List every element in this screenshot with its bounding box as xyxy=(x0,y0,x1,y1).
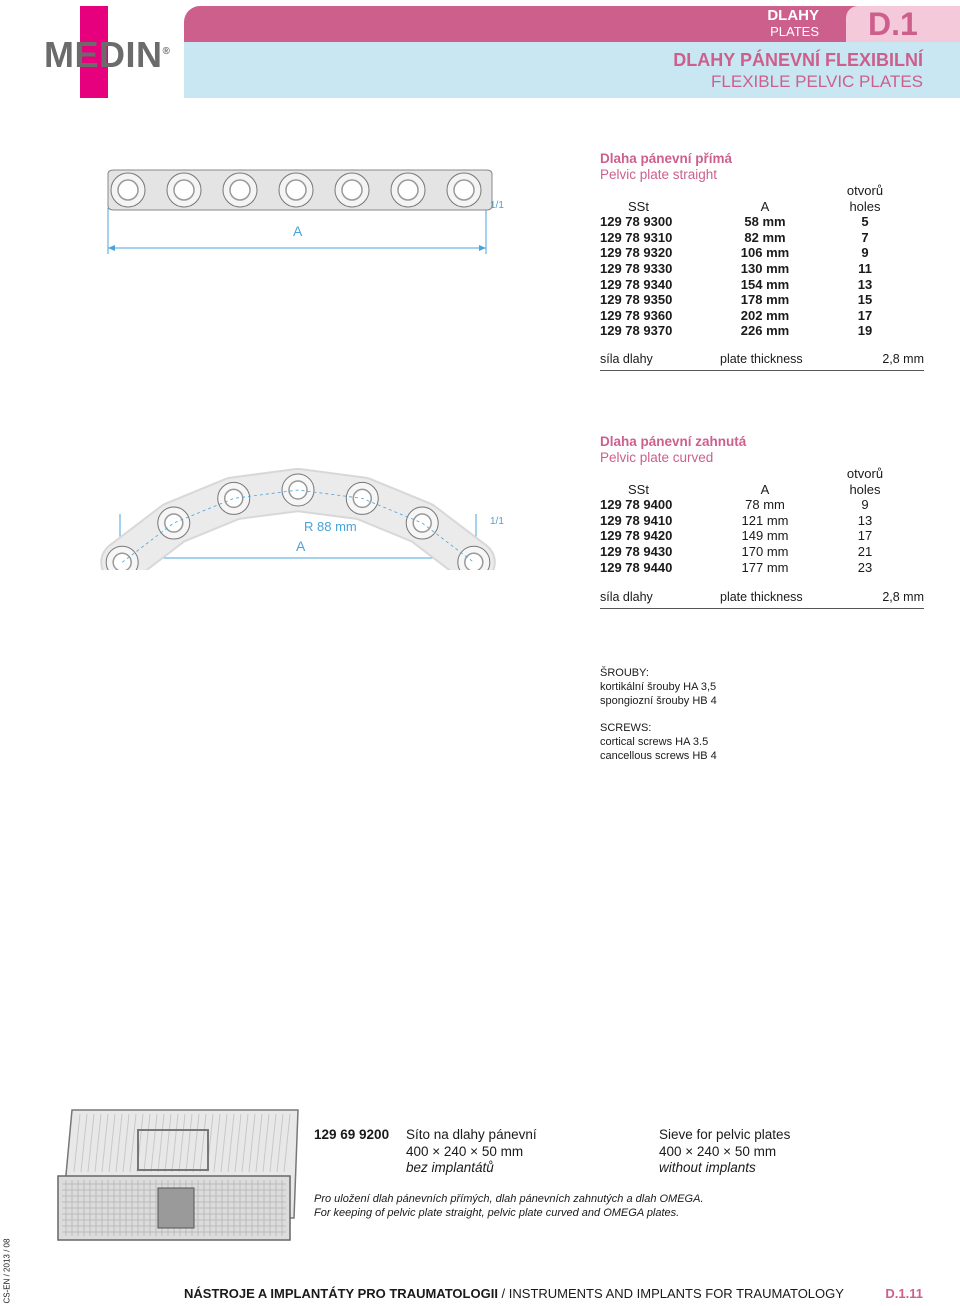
thickness-label-cz: síla dlahy xyxy=(600,352,653,366)
thickness-label-en: plate thickness xyxy=(720,352,803,366)
cell-holes: 9 xyxy=(861,497,869,513)
sieve-description xyxy=(314,1192,914,1220)
cell-catalog-no: 129 78 9300 xyxy=(600,214,673,230)
cell-catalog-no: 129 78 9400 xyxy=(600,497,673,513)
footer-title-cz: NÁSTROJE A IMPLANTÁTY PRO TRAUMATOLOGII xyxy=(184,1286,498,1301)
sieve-cz xyxy=(406,1127,537,1177)
straight-plate-drawing xyxy=(100,160,520,260)
cell-catalog-no: 129 78 9310 xyxy=(600,229,673,245)
page-title-en: FLEXIBLE PELVIC PLATES xyxy=(711,72,923,91)
tray-holder xyxy=(158,1188,194,1228)
table-row xyxy=(600,245,910,261)
sieve-en xyxy=(659,1127,790,1177)
straight-scale: 1/1 xyxy=(490,200,504,211)
side-code: CS-EN / 2013 / 08 xyxy=(2,1238,12,1304)
curved-title-cz: Dlaha pánevní zahnutá xyxy=(600,434,747,449)
cell-length: 202 mm xyxy=(740,307,790,323)
curved-title-en: Pelvic plate curved xyxy=(600,450,714,465)
thickness-value: 2,8 mm xyxy=(882,590,924,604)
cell-catalog-no: 129 78 9360 xyxy=(600,307,673,323)
straight-plate-svg xyxy=(100,160,520,260)
cell-holes: 11 xyxy=(858,260,872,276)
cell-length: 177 mm xyxy=(741,559,789,575)
straight-title-en: Pelvic plate straight xyxy=(600,167,718,182)
sieve-name-cz: Síto na dlahy pánevní xyxy=(406,1127,537,1142)
cell-length: 149 mm xyxy=(741,528,789,544)
cell-length: 226 mm xyxy=(740,323,790,339)
cell-length: 170 mm xyxy=(741,543,789,559)
plate-hole xyxy=(111,173,145,207)
cell-length: 106 mm xyxy=(740,245,790,261)
cell-catalog-no: 129 78 9320 xyxy=(600,245,673,261)
cell-catalog-no: 129 78 9370 xyxy=(600,323,673,339)
curved-radius-label: R 88 mm xyxy=(304,519,357,534)
page-code: D.1.11 xyxy=(885,1286,923,1301)
cell-catalog-no: 129 78 9330 xyxy=(600,260,673,276)
sieve-dims-cz: 400 × 240 × 50 mm xyxy=(406,1143,524,1159)
header-sst: SSt xyxy=(628,481,649,497)
footer-separator: / xyxy=(497,1286,509,1301)
curved-dim-label: A xyxy=(296,538,306,554)
cell-length: 154 mm xyxy=(740,276,790,292)
cell-holes: 5 xyxy=(861,214,869,230)
cell-holes: 15 xyxy=(857,292,873,308)
thickness-label-en: plate thickness xyxy=(720,590,803,604)
table-row xyxy=(600,277,910,293)
cell-holes: 13 xyxy=(857,512,873,528)
header-category-cz: DLAHY xyxy=(767,7,819,24)
cell-catalog-no: 129 78 9420 xyxy=(600,528,673,544)
medin-logo-text: MEDIN® xyxy=(44,34,171,75)
footer-title-en: INSTRUMENTS AND IMPLANTS FOR TRAUMATOLOGY xyxy=(508,1286,844,1301)
straight-thickness-row xyxy=(600,352,924,371)
cell-length: 178 mm xyxy=(740,292,790,308)
table-row xyxy=(600,513,910,529)
screws-line: cancellous screws HB 4 xyxy=(600,750,717,762)
table-row xyxy=(600,323,910,339)
cell-catalog-no: 129 78 9430 xyxy=(600,543,673,559)
plate-hole xyxy=(158,507,190,539)
screws-block xyxy=(600,666,900,763)
curved-plate-svg xyxy=(100,440,520,570)
screws-line: spongiozní šrouby HB 4 xyxy=(600,695,717,707)
plate-hole xyxy=(335,173,369,207)
sieve-desc-en: For keeping of pelvic plate straight, pelvic plate curved and OMEGA plates. xyxy=(314,1207,680,1219)
cell-catalog-no: 129 78 9350 xyxy=(600,292,673,308)
cell-holes: 23 xyxy=(857,559,873,575)
header-holes-en: holes xyxy=(849,481,881,497)
straight-table xyxy=(600,183,910,339)
table-row xyxy=(600,292,910,308)
screws-line: kortikální šrouby HA 3,5 xyxy=(600,681,717,693)
plate-hole xyxy=(279,173,313,207)
header-a: A xyxy=(760,481,770,497)
header-holes-cz: otvorů xyxy=(846,466,884,481)
screws-heading-cz: ŠROUBY: xyxy=(600,667,649,679)
curved-thickness-row xyxy=(600,590,924,609)
header-a: A xyxy=(760,198,770,214)
sieve-desc-cz: Pro uložení dlah pánevních přímých, dlah pánevních zahnutých a dlah OMEGA. xyxy=(314,1193,704,1205)
cell-holes: 21 xyxy=(857,543,873,559)
screws-heading-en: SCREWS: xyxy=(600,722,652,734)
straight-title-cz: Dlaha pánevní přímá xyxy=(600,151,733,166)
cell-catalog-no: 129 78 9440 xyxy=(600,559,673,575)
sieve-note-cz: bez implantátů xyxy=(406,1160,494,1175)
page-title-cz: DLAHY PÁNEVNÍ FLEXIBILNÍ xyxy=(673,50,923,70)
straight-dim-label: A xyxy=(293,223,303,239)
cell-length: 58 mm xyxy=(744,214,786,230)
cell-holes: 17 xyxy=(857,528,873,544)
table-row xyxy=(600,497,910,513)
footer xyxy=(184,1286,924,1301)
header-category-bar xyxy=(184,6,960,42)
cell-catalog-no: 129 78 9340 xyxy=(600,276,673,292)
plate-hole xyxy=(391,173,425,207)
cell-length: 130 mm xyxy=(740,260,790,276)
curved-plate-drawing xyxy=(100,440,520,570)
screws-line: cortical screws HA 3.5 xyxy=(600,736,709,748)
cell-holes: 17 xyxy=(857,307,873,323)
table-row xyxy=(600,308,910,324)
cell-holes: 7 xyxy=(861,229,869,245)
plate-hole xyxy=(167,173,201,207)
cell-length: 78 mm xyxy=(745,497,785,513)
plate-hole xyxy=(223,173,257,207)
table-row xyxy=(600,560,910,576)
sieve-dims-en: 400 × 240 × 50 mm xyxy=(659,1143,777,1159)
plate-hole xyxy=(218,482,250,514)
thickness-label-cz: síla dlahy xyxy=(600,590,653,604)
curved-scale: 1/1 xyxy=(490,516,504,527)
sieve-image xyxy=(50,1106,300,1242)
curved-table xyxy=(600,466,910,575)
cell-length: 121 mm xyxy=(741,512,789,528)
cell-length: 82 mm xyxy=(744,229,786,245)
sieve-tray-svg xyxy=(50,1106,300,1242)
cell-catalog-no: 129 78 9410 xyxy=(600,512,673,528)
cell-holes: 13 xyxy=(857,276,873,292)
header-sst: SSt xyxy=(628,198,649,214)
table-row xyxy=(600,544,910,560)
sieve-code: 129 69 9200 xyxy=(314,1127,390,1142)
table-row xyxy=(600,214,910,230)
header-category-en: PLATES xyxy=(770,24,819,39)
thickness-value: 2,8 mm xyxy=(882,352,924,366)
cell-holes: 9 xyxy=(861,245,869,261)
table-row xyxy=(600,261,910,277)
table-row xyxy=(600,528,910,544)
cell-holes: 19 xyxy=(857,323,873,339)
header-holes-en: holes xyxy=(849,198,881,214)
plate-hole xyxy=(447,173,481,207)
header-holes-cz: otvorů xyxy=(846,183,884,198)
section-code: D.1 xyxy=(846,6,960,42)
sieve-name-en: Sieve for pelvic plates xyxy=(659,1127,791,1142)
sieve-note-en: without implants xyxy=(659,1160,756,1175)
table-row xyxy=(600,230,910,246)
